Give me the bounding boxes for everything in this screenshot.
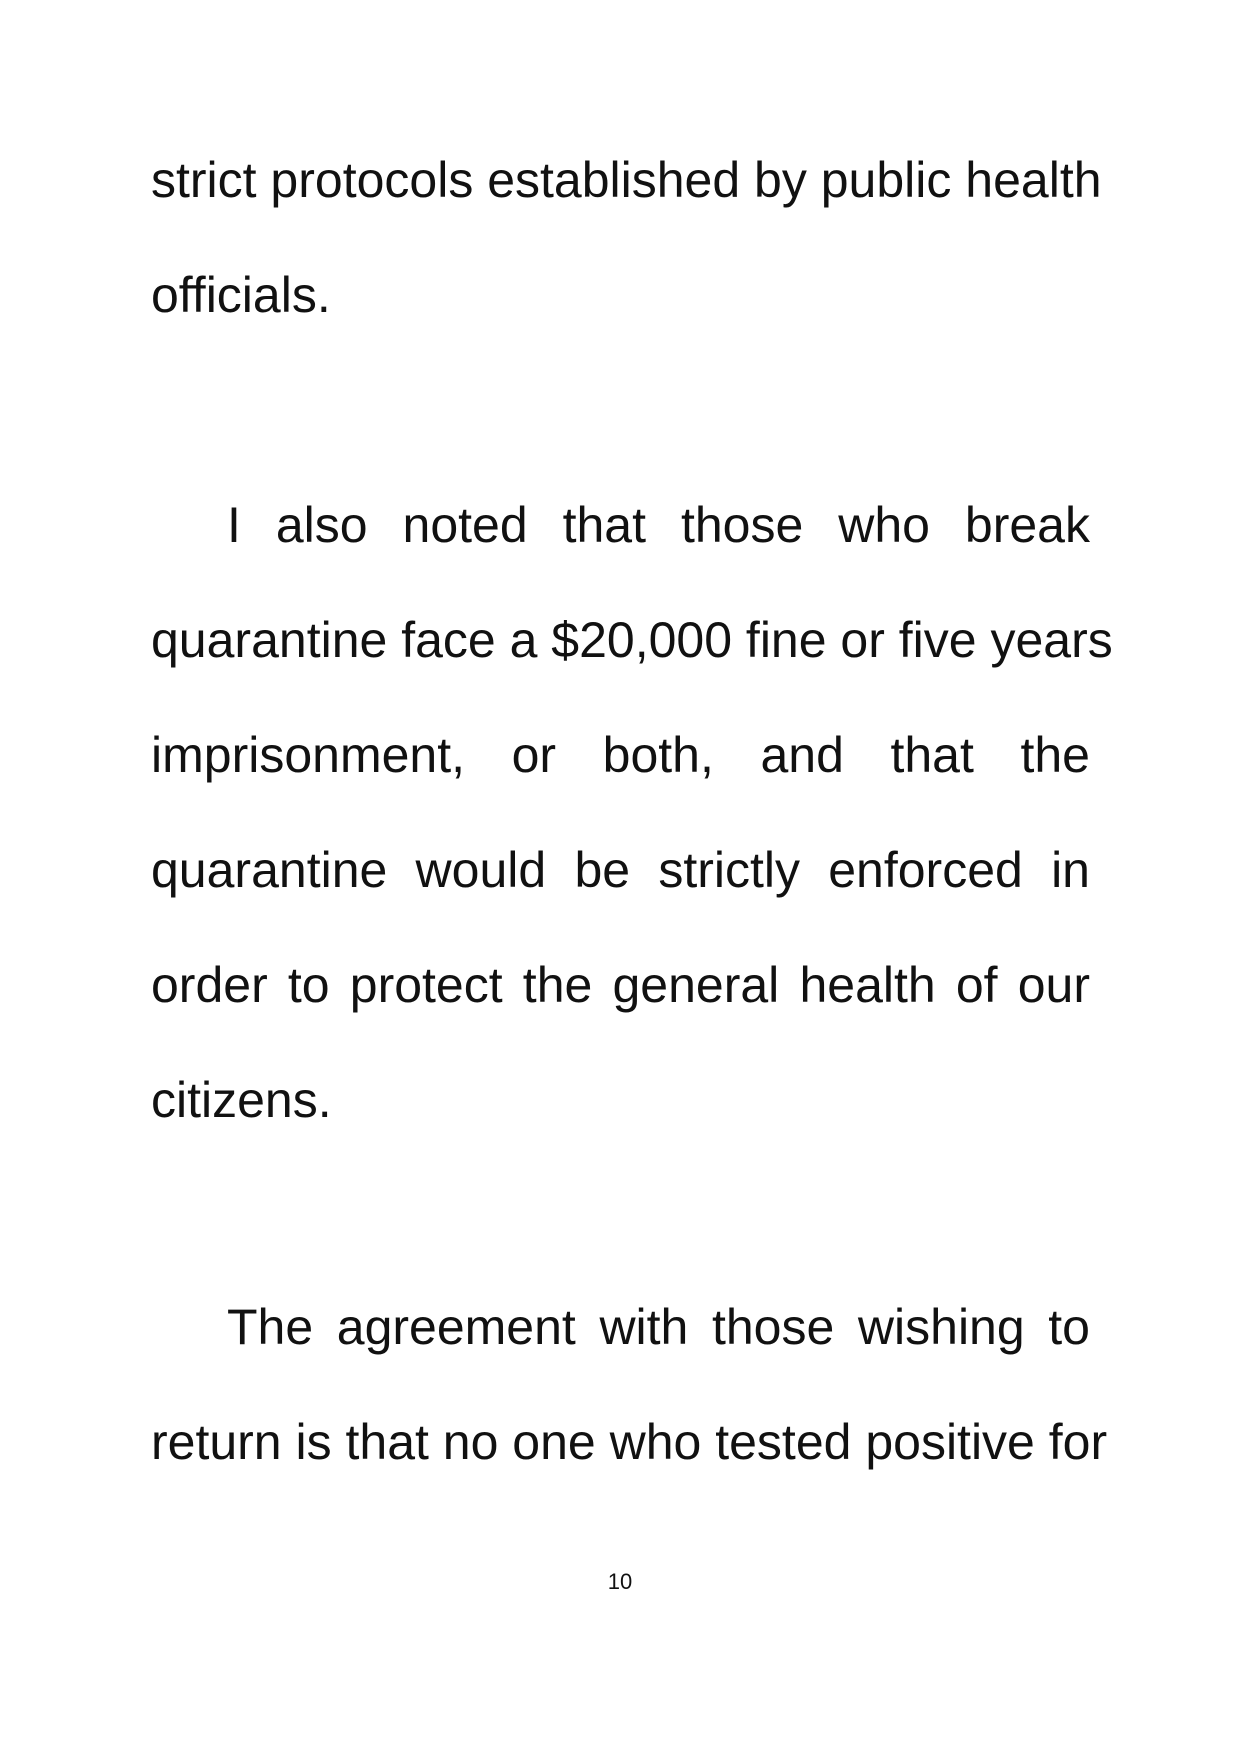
paragraph-3-line-1: The agreement with those wishing to [227,1299,1090,1355]
paragraph-3-line-2: return is that no one who tested positive for [151,1414,1108,1470]
paragraph-2-line-3: imprisonment, or both, and that the [151,727,1090,783]
paragraph-1-line-1: strict protocols established by public health [151,152,1102,208]
page-number: 10 [607,1569,633,1594]
paragraph-2-line-5: order to protect the general health of our [151,957,1090,1013]
paragraph-2-line-4: quarantine would be strictly enforced in [151,842,1090,898]
paragraph-2-line-2: quarantine face a $20,000 fine or five years [151,612,1113,668]
paragraph-2-line-1: I also noted that those who break [227,497,1090,553]
paragraph-2-line-6: citizens. [151,1072,332,1128]
paragraph-1-line-2: officials. [151,267,331,323]
